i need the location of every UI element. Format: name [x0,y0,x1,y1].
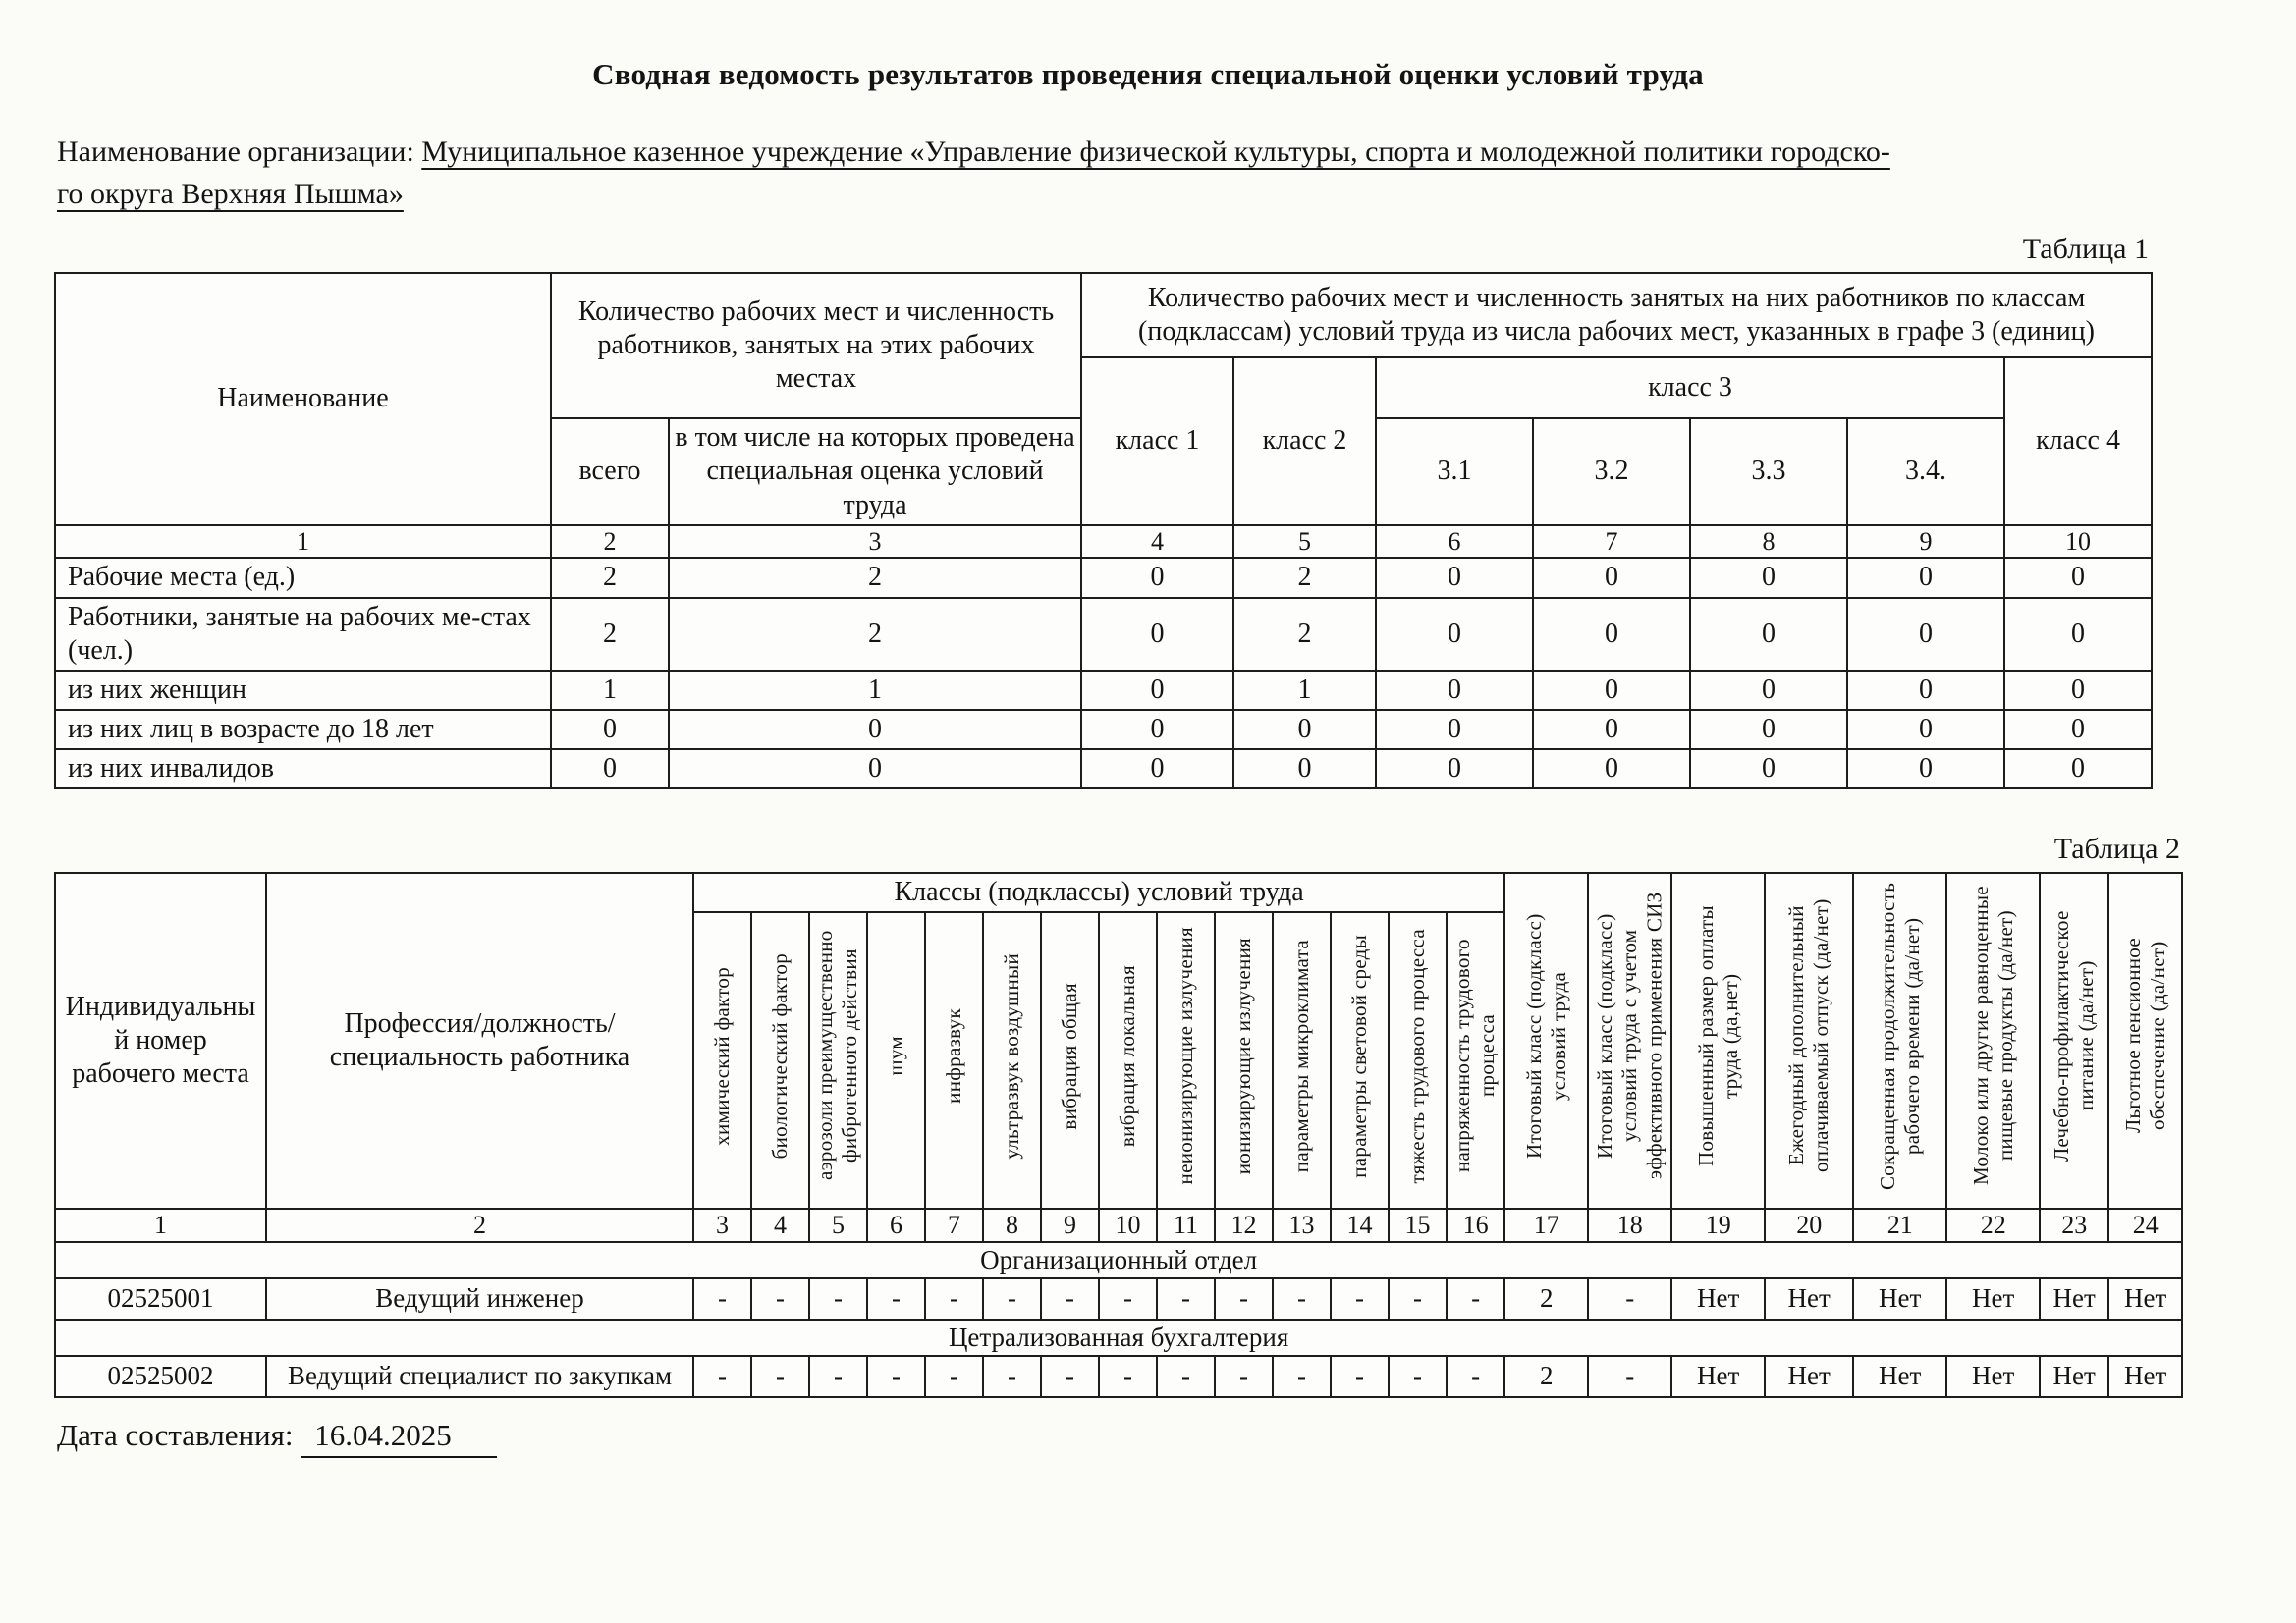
t2-final-class: 2 [1504,1278,1588,1320]
t1-cell: 0 [1233,749,1376,788]
t2-section-row [55,1242,2182,1278]
t2-workplace-number: 02525002 [55,1356,266,1397]
t1-cell: 0 [1847,749,2004,788]
t1-row-label: из них лиц в возрасте до 18 лет [55,710,551,749]
t1-cell: 0 [1690,749,1847,788]
t2-section-title: Организационный отдел [55,1242,2182,1278]
t2-col-number: 14 [1331,1209,1389,1242]
t2-header-noise: шум [867,912,925,1208]
t1-cell: 2 [669,598,1081,671]
t2-col-number: 11 [1157,1209,1215,1242]
t1-cell: 0 [1376,710,1533,749]
t2-cell: - [693,1278,751,1320]
t1-cell: 0 [1533,671,1690,710]
t2-col-number: 22 [1946,1209,2040,1242]
t2-cell: - [1099,1356,1157,1397]
t2-cell: - [1447,1356,1504,1397]
t1-header-class3: класс 3 [1376,357,2004,418]
t1-cell: 0 [1233,710,1376,749]
t2-header-pension: Льготное пенсионное обеспечение (да/нет) [2108,873,2182,1208]
t2-benefit: Нет [2040,1278,2108,1320]
t1-col-number: 3 [669,525,1081,559]
t2-col-number: 8 [983,1209,1041,1242]
t2-cell: - [1447,1278,1504,1320]
t1-cell: 2 [669,558,1081,597]
t1-cell: 0 [1081,598,1233,671]
t2-col-number: 5 [809,1209,867,1242]
t1-cell: 2 [551,598,669,671]
t1-cell: 0 [1081,749,1233,788]
t2-cell: - [925,1356,983,1397]
t2-col-number: 18 [1588,1209,1671,1242]
t2-col-number: 21 [1853,1209,1946,1242]
t2-final-class-siz: - [1588,1356,1671,1397]
t2-cell: - [1273,1278,1331,1320]
t1-cell: 0 [1081,671,1233,710]
t1-header-sub-total: всего [551,418,669,524]
table-2-results [54,872,2183,1397]
t1-cell: 2 [1233,598,1376,671]
t2-header-severity: тяжесть трудового процесса [1389,912,1447,1208]
t2-header-final-class: Итоговый класс (подкласс) условий труда [1504,873,1588,1208]
t1-cell: 0 [2004,749,2152,788]
t2-data-row [55,1278,2182,1320]
t1-col-number: 10 [2004,525,2152,559]
t2-section-title: Цетрализованная бухгалтерия [55,1320,2182,1356]
t2-cell: - [1389,1356,1447,1397]
t1-row-women [55,671,2152,710]
t2-cell: - [983,1278,1041,1320]
t1-col-number: 1 [55,525,551,559]
t2-col-number: 17 [1504,1209,1588,1242]
t2-col-number: 10 [1099,1209,1157,1242]
t2-col-number: 2 [266,1209,693,1242]
t2-cell: - [751,1356,809,1397]
t2-cell: - [867,1278,925,1320]
t2-cell: - [693,1356,751,1397]
t1-cell: 0 [1376,671,1533,710]
t1-cell: 0 [1376,749,1533,788]
t1-cell: 0 [1847,598,2004,671]
t1-row-label: из них женщин [55,671,551,710]
t2-cell: - [925,1278,983,1320]
t2-col-number: 4 [751,1209,809,1242]
t2-cell: - [1389,1278,1447,1320]
t2-benefit: Нет [1765,1356,1853,1397]
t2-header-infrasound: инфразвук [925,912,983,1208]
t2-header-light: параметры световой среды [1331,912,1389,1208]
t2-workplace-number: 02525001 [55,1278,266,1320]
t2-col-number: 16 [1447,1209,1504,1242]
t1-cell: 0 [669,749,1081,788]
t1-row-under18 [55,710,2152,749]
t2-benefit: Нет [1946,1278,2040,1320]
t2-benefit: Нет [2040,1356,2108,1397]
t2-cell: - [1157,1278,1215,1320]
t2-header-vibration-general: вибрация общая [1041,912,1099,1208]
t2-cell: - [1215,1356,1273,1397]
t2-benefit: Нет [1853,1356,1946,1397]
t2-cell: - [751,1278,809,1320]
t2-col-number: 13 [1273,1209,1331,1242]
t1-row-label: Работники, занятые на рабочих ме-стах (чел.) [55,598,551,671]
organization-name-line1: Муниципальное казенное учреждение «Управление физической культуры, спорта и молодежной политики городско- [421,135,1890,168]
t2-header-microclimate: параметры микроклимата [1273,912,1331,1208]
t1-cell: 0 [1847,710,2004,749]
t1-cell: 0 [1690,710,1847,749]
t1-col-number: 8 [1690,525,1847,559]
t2-cell: - [1215,1278,1273,1320]
t1-header-class3-3: 3.3 [1690,418,1847,524]
t1-cell: 2 [551,558,669,597]
t1-row-disabled [55,749,2152,788]
t2-col-number: 7 [925,1209,983,1242]
organization-name-line2: го округа Верхняя Пышма» [57,177,404,210]
t1-cell: 1 [1233,671,1376,710]
t2-header-milk: Молоко или другие равноценные пищевые продукты (да/нет) [1946,873,2040,1208]
t2-section-row [55,1320,2182,1356]
t2-col-number: 19 [1671,1209,1765,1242]
t1-cell: 1 [551,671,669,710]
t2-final-class: 2 [1504,1356,1588,1397]
t2-cell: - [983,1356,1041,1397]
t2-final-class-siz: - [1588,1278,1671,1320]
t2-header-nonionizing: неионизирующие излучения [1157,912,1215,1208]
t2-cell: - [1331,1278,1389,1320]
t2-cell: - [1041,1356,1099,1397]
t1-cell: 1 [669,671,1081,710]
t1-cell: 0 [551,749,669,788]
t2-header-intensity: напряженность трудового процесса [1447,912,1504,1208]
t2-benefit: Нет [1671,1278,1765,1320]
table2-caption: Таблица 2 [2053,833,2180,866]
t2-cell: - [1273,1356,1331,1397]
t1-header-sub-sout: в том числе на которых проведена специальная оценка условий труда [669,418,1081,524]
t1-col-number: 2 [551,525,669,559]
table-1-summary [54,272,2153,789]
t1-header-class4: класс 4 [2004,357,2152,524]
t1-header-name: Наименование [55,273,551,524]
t1-cell: 0 [1690,558,1847,597]
organization-line [57,132,2237,215]
t1-cell: 0 [669,710,1081,749]
t1-cell: 0 [2004,598,2152,671]
t1-cell: 0 [1081,558,1233,597]
t1-row-label: Рабочие места (ед.) [55,558,551,597]
t2-header-profession: Профессия/должность/специальность работника [266,873,693,1208]
t2-profession: Ведущий специалист по закупкам [266,1356,693,1397]
t1-cell: 0 [1690,598,1847,671]
t1-cell: 0 [1376,598,1533,671]
t1-header-class3-4: 3.4. [1847,418,2004,524]
t1-cell: 0 [551,710,669,749]
t1-header-group-classes: Количество рабочих мест и численность занятых на них работников по классам (подклассам) условий труда из числа рабочих мест, указанных в графе 3 (единиц) [1081,273,2152,357]
t2-col-number: 12 [1215,1209,1273,1242]
t1-cell: 0 [1533,558,1690,597]
t1-cell: 0 [1533,749,1690,788]
t2-header-classes-band: Классы (подклассы) условий труда [693,873,1504,912]
t2-benefit: Нет [2108,1356,2182,1397]
t2-benefit: Нет [1671,1356,1765,1397]
t1-cell: 0 [1847,671,2004,710]
t2-header-biological: биологический фактор [751,912,809,1208]
t1-header-class3-2: 3.2 [1533,418,1690,524]
t1-col-number: 7 [1533,525,1690,559]
t2-col-number: 1 [55,1209,266,1242]
document-title: Сводная ведомость результатов проведения специальной оценки условий труда [592,57,1704,91]
t2-data-row [55,1356,2182,1397]
t2-profession: Ведущий инженер [266,1278,693,1320]
t1-col-number: 9 [1847,525,2004,559]
t2-col-number: 20 [1765,1209,1853,1242]
t1-cell: 0 [1376,558,1533,597]
t1-header-class1: класс 1 [1081,357,1233,524]
t2-header-chemical: химический фактор [693,912,751,1208]
t2-cell: - [1041,1278,1099,1320]
t1-row-workers [55,598,2152,671]
t2-benefit: Нет [2108,1278,2182,1320]
t2-benefit: Нет [1946,1356,2040,1397]
t1-cell: 0 [1690,671,1847,710]
t1-cell: 0 [1533,598,1690,671]
t2-header-extra-leave: Ежегодный дополнительный оплачиваемый отпуск (да/нет) [1765,873,1853,1208]
organization-label: Наименование организации: [57,135,414,168]
t1-col-number: 5 [1233,525,1376,559]
t2-cell: - [1331,1356,1389,1397]
t2-col-number: 9 [1041,1209,1099,1242]
t2-header-pay-increase: Повышенный размер оплаты труда (да,нет) [1671,873,1765,1208]
t2-benefit: Нет [1765,1278,1853,1320]
t2-header-therapeutic-food: Лечебно-профилактическое питание (да/нет) [2040,873,2108,1208]
t2-header-vibration-local: вибрация локальная [1099,912,1157,1208]
t1-cell: 0 [2004,558,2152,597]
t1-col-number: 6 [1376,525,1533,559]
date-label: Дата составления: [57,1417,294,1452]
t2-cell: - [1157,1356,1215,1397]
t2-col-number: 24 [2108,1209,2182,1242]
t1-header-class2: класс 2 [1233,357,1376,524]
t1-row-workplaces [55,558,2152,597]
t1-cell: 2 [1233,558,1376,597]
t1-cell: 0 [2004,710,2152,749]
t2-cell: - [809,1278,867,1320]
t2-header-aerosols: аэрозоли преимущественно фиброгенного действия [809,912,867,1208]
t1-header-group-workplaces: Количество рабочих мест и численность работников, занятых на этих рабочих местах [551,273,1081,418]
date-value: 16.04.2025 [301,1418,497,1458]
t1-col-number: 4 [1081,525,1233,559]
table1-caption: Таблица 1 [2022,233,2149,266]
date-line [57,1418,2296,1458]
t1-cell: 0 [2004,671,2152,710]
t2-header-ionizing: ионизирующие излучения [1215,912,1273,1208]
t2-col-number: 3 [693,1209,751,1242]
t2-header-ultrasound: ультразвук воздушный [983,912,1041,1208]
t2-header-workplace-number: Индивидуальный номер рабочего места [55,873,266,1208]
t1-cell: 0 [1533,710,1690,749]
t2-cell: - [1099,1278,1157,1320]
t2-header-final-class-siz: Итоговый класс (подкласс) условий труда с учетом эффективного применения СИЗ [1588,873,1671,1208]
t2-col-number: 23 [2040,1209,2108,1242]
t2-cell: - [867,1356,925,1397]
t1-cell: 0 [1081,710,1233,749]
t2-cell: - [809,1356,867,1397]
t2-benefit: Нет [1853,1278,1946,1320]
t2-col-number: 6 [867,1209,925,1242]
t2-col-number: 15 [1389,1209,1447,1242]
t2-header-reduced-hours: Сокращенная продолжительность рабочего времени (да/нет) [1853,873,1946,1208]
t1-row-label: из них инвалидов [55,749,551,788]
t1-header-class3-1: 3.1 [1376,418,1533,524]
t1-cell: 0 [1847,558,2004,597]
